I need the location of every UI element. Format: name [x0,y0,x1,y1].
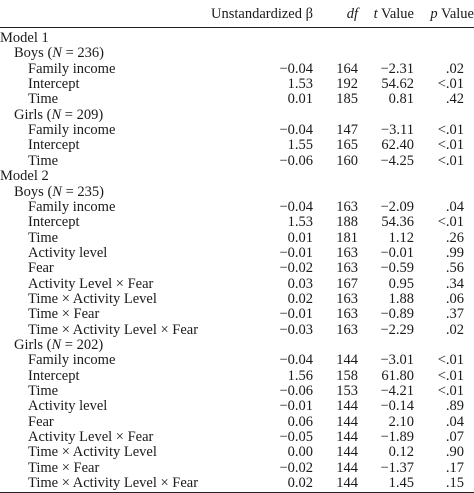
p-value-cell: .99 [445,244,464,261]
beta-cell: −0.03 [279,321,313,338]
header-p-value: p Value [430,6,474,22]
beta-cell: −0.02 [279,260,313,277]
row-label: Intercept [28,137,80,154]
p-value-cell: .42 [445,91,464,108]
p-value-cell: .02 [445,60,464,77]
beta-cell: 0.02 [287,475,313,492]
p-value-cell: <.01 [437,352,464,369]
beta-cell: 0.06 [287,413,313,430]
row-label: Intercept [28,214,80,231]
p-value-cell: .04 [445,413,464,430]
beta-cell: 1.53 [287,76,313,93]
t-value-cell: −0.89 [380,306,414,323]
p-value-cell: .37 [445,306,464,323]
t-value-cell: 54.62 [381,76,414,93]
df-cell: 167 [336,275,358,292]
df-cell: 144 [336,352,358,369]
row-label: Girls (N = 202) [14,337,104,353]
df-cell: 158 [336,367,358,384]
df-cell: 144 [336,444,358,461]
beta-cell: −0.04 [279,352,313,369]
p-value-cell: .07 [445,429,464,446]
df-cell: 144 [336,429,358,446]
df-cell: 163 [336,244,358,261]
df-cell: 185 [336,91,358,108]
beta-cell: −0.02 [279,459,313,476]
row-label: Family income [28,122,116,139]
header-rule [0,27,474,28]
row-label: Model 1 [0,30,49,46]
beta-cell: −0.01 [279,306,313,323]
df-cell: 147 [336,122,358,139]
df-cell: 144 [336,459,358,476]
p-value-cell: .89 [445,398,464,415]
row-label: Time [28,383,59,400]
df-cell: 163 [336,306,358,323]
beta-cell: −0.01 [279,398,313,415]
p-value-cell: .26 [445,229,464,246]
p-value-cell: .06 [445,290,464,307]
p-value-cell: <.01 [437,383,464,400]
t-value-cell: 0.81 [388,91,414,108]
beta-cell: −0.04 [279,198,313,215]
t-value-cell: 0.12 [388,444,414,461]
p-value-cell: .17 [445,459,464,476]
t-value-cell: −3.01 [380,352,414,369]
row-label: Activity level [28,398,108,415]
beta-cell: 0.01 [287,229,313,246]
df-cell: 192 [336,76,358,93]
p-value-cell: <.01 [437,367,464,384]
row-label: Activity level [28,244,108,261]
row-label: Family income [28,60,116,77]
t-value-cell: 0.95 [388,275,414,292]
header-df: df [346,6,358,22]
row-label: Boys (N = 235) [14,183,104,200]
header-unstandardized-beta: Unstandardized β [211,6,313,22]
p-value-cell: .15 [445,475,464,492]
row-label: Family income [28,352,116,369]
row-label: Fear [28,260,54,277]
df-cell: 144 [336,398,358,415]
row-label: Activity Level × Fear [28,429,154,446]
row-label: Time [28,152,59,169]
t-value-cell: 1.88 [388,290,414,307]
beta-cell: 1.53 [287,214,313,231]
row-label: Intercept [28,76,80,93]
row-label: Boys (N = 236) [14,45,104,62]
header-t-value: t Value [373,6,414,22]
row-label: Time × Fear [28,306,100,323]
t-value-cell: −4.25 [380,152,414,169]
p-value-cell: <.01 [437,122,464,139]
row-label: Family income [28,198,116,215]
df-cell: 163 [336,260,358,277]
df-cell: 181 [336,229,358,246]
p-value-cell: <.01 [437,76,464,93]
t-value-cell: −1.89 [380,429,414,446]
row-label: Activity Level × Fear [28,275,154,292]
row-label: Model 2 [0,168,49,185]
row-label: Girls (N = 209) [14,106,104,123]
t-value-cell: 1.12 [388,229,414,246]
row-label: Time [28,91,59,108]
t-value-cell: −0.14 [380,398,414,415]
beta-cell: −0.05 [279,429,313,446]
t-value-cell: −2.09 [380,198,414,215]
t-value-cell: −0.59 [380,260,414,277]
row-label: Time × Activity Level × Fear [28,321,199,338]
df-cell: 165 [336,137,358,154]
beta-cell: 1.56 [287,367,313,384]
row-label: Intercept [28,367,80,384]
t-value-cell: −2.31 [380,60,414,77]
row-label: Time × Fear [28,459,100,476]
p-value-cell: .56 [445,260,464,277]
t-value-cell: −2.29 [380,321,414,338]
t-value-cell: 62.40 [381,137,414,154]
df-cell: 144 [336,413,358,430]
beta-cell: 0.03 [287,275,313,292]
p-value-cell: <.01 [437,152,464,169]
df-cell: 144 [336,475,358,492]
beta-cell: −0.06 [279,383,313,400]
p-value-cell: .04 [445,198,464,215]
beta-cell: 0.02 [287,290,313,307]
df-cell: 163 [336,198,358,215]
row-label: Time × Activity Level [28,290,157,307]
df-cell: 188 [336,214,358,231]
t-value-cell: 1.45 [388,475,414,492]
df-cell: 153 [336,383,358,400]
p-value-cell: <.01 [437,214,464,231]
p-value-cell: .02 [445,321,464,338]
beta-cell: 1.55 [287,137,313,154]
row-label: Time × Activity Level [28,444,157,461]
df-cell: 163 [336,321,358,338]
table-row [0,475,474,492]
beta-cell: −0.04 [279,60,313,77]
t-value-cell: −0.01 [380,244,414,261]
beta-cell: −0.04 [279,122,313,139]
beta-cell: 0.01 [287,91,313,108]
t-value-cell: 54.36 [381,214,414,231]
df-cell: 160 [336,152,358,169]
df-cell: 163 [336,290,358,307]
t-value-cell: −4.21 [380,383,414,400]
p-value-cell: .90 [445,444,464,461]
t-value-cell: −1.37 [380,459,414,476]
beta-cell: −0.06 [279,152,313,169]
p-value-cell: .34 [445,275,464,292]
beta-cell: 0.00 [287,444,313,461]
beta-cell: −0.01 [279,244,313,261]
t-value-cell: −3.11 [380,122,414,139]
p-value-cell: <.01 [437,137,464,154]
t-value-cell: 61.80 [381,367,414,384]
row-label: Time × Activity Level × Fear [28,475,199,492]
row-label: Time [28,229,59,246]
t-value-cell: 2.10 [388,413,414,430]
df-cell: 164 [336,60,358,77]
row-label: Fear [28,413,54,430]
